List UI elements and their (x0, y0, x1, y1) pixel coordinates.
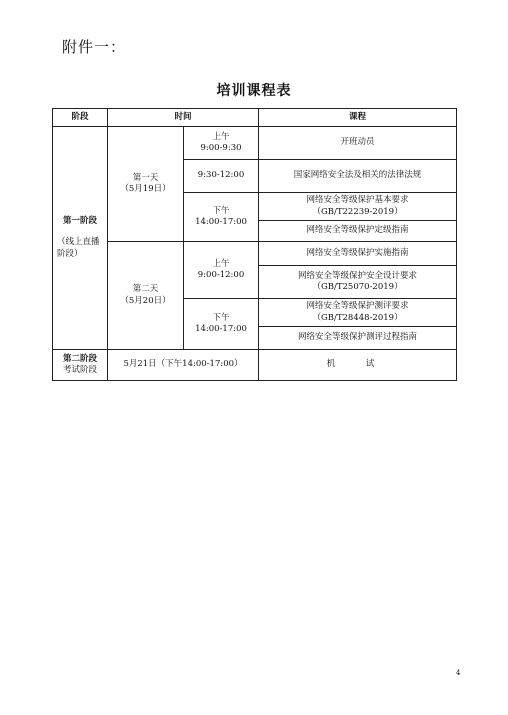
day1-cell (108, 127, 184, 242)
stage2-note: 考试阶段 (62, 365, 97, 375)
day1-afternoon-cell (184, 193, 259, 242)
table-row (53, 242, 457, 266)
page-title: 培训课程表 (216, 83, 292, 99)
day2-morning-time: 9:00-12:00 (197, 270, 245, 280)
stage1-cell (53, 127, 108, 350)
day1-morning-cell (184, 127, 259, 160)
course-line: 网络安全等级保护安全设计要求 (298, 270, 418, 281)
course-standard: （GB/T28448-2019） (312, 312, 403, 323)
course-line: 网络安全等级保护测评要求 (306, 301, 409, 312)
header-course: 课程 (259, 109, 457, 127)
day2-label: 第二天 (132, 284, 159, 295)
stage1-name: 第一阶段 (62, 215, 97, 226)
day1-afternoon-time: 14:00-17:00 (195, 217, 247, 227)
course-cell (259, 266, 457, 299)
course-cell: 网络安全等级保护定级指南 (259, 221, 457, 242)
stage1-note: （线上直播阶段） (57, 237, 100, 259)
day2-afternoon-time: 14:00-17:00 (195, 324, 247, 334)
course-standard: （GB/T25070-2019） (312, 282, 403, 292)
header-stage: 阶段 (53, 109, 108, 127)
course-cell: 网络安全等级保护实施指南 (259, 242, 457, 266)
course-cell: 国家网络安全法及相关的法律法规 (259, 160, 457, 193)
course-cell: 开班动员 (259, 127, 457, 160)
table-row (53, 127, 457, 160)
header-time: 时间 (108, 109, 259, 127)
course-cell (259, 193, 457, 221)
day2-afternoon-label: 下午 (212, 312, 230, 323)
course-cell (259, 299, 457, 327)
schedule-table (52, 108, 457, 381)
annex-label: 附件一： (62, 38, 127, 56)
day1-label: 第一天 (132, 172, 159, 183)
day1-slot2-time: 9:30-12:00 (184, 160, 259, 193)
course-cell: 网络安全等级保护测评过程指南 (259, 327, 457, 350)
day1-date: （5月19日） (120, 184, 171, 194)
day1-morning-time: 9:00-9:30 (200, 143, 242, 153)
table-row (53, 350, 457, 381)
stage2-time: 5月21日（下午14:00-17:00） (108, 350, 259, 381)
stage2-cell (53, 350, 108, 381)
day2-morning-cell (184, 242, 259, 299)
page-number: 4 (456, 669, 461, 677)
day2-cell (108, 242, 184, 350)
day1-morning-label: 上午 (212, 131, 230, 142)
day2-afternoon-cell (184, 299, 259, 350)
course-standard: （GB/T22239-2019） (312, 206, 403, 217)
day1-afternoon-label: 下午 (212, 205, 230, 216)
table-header-row (53, 109, 457, 127)
day2-date: （5月20日） (120, 295, 171, 306)
course-line: 网络安全等级保护基本要求 (306, 195, 409, 206)
stage2-name: 第二阶段 (62, 353, 97, 364)
day2-morning-label: 上午 (212, 258, 230, 269)
stage2-course: 机 试 (259, 350, 457, 381)
